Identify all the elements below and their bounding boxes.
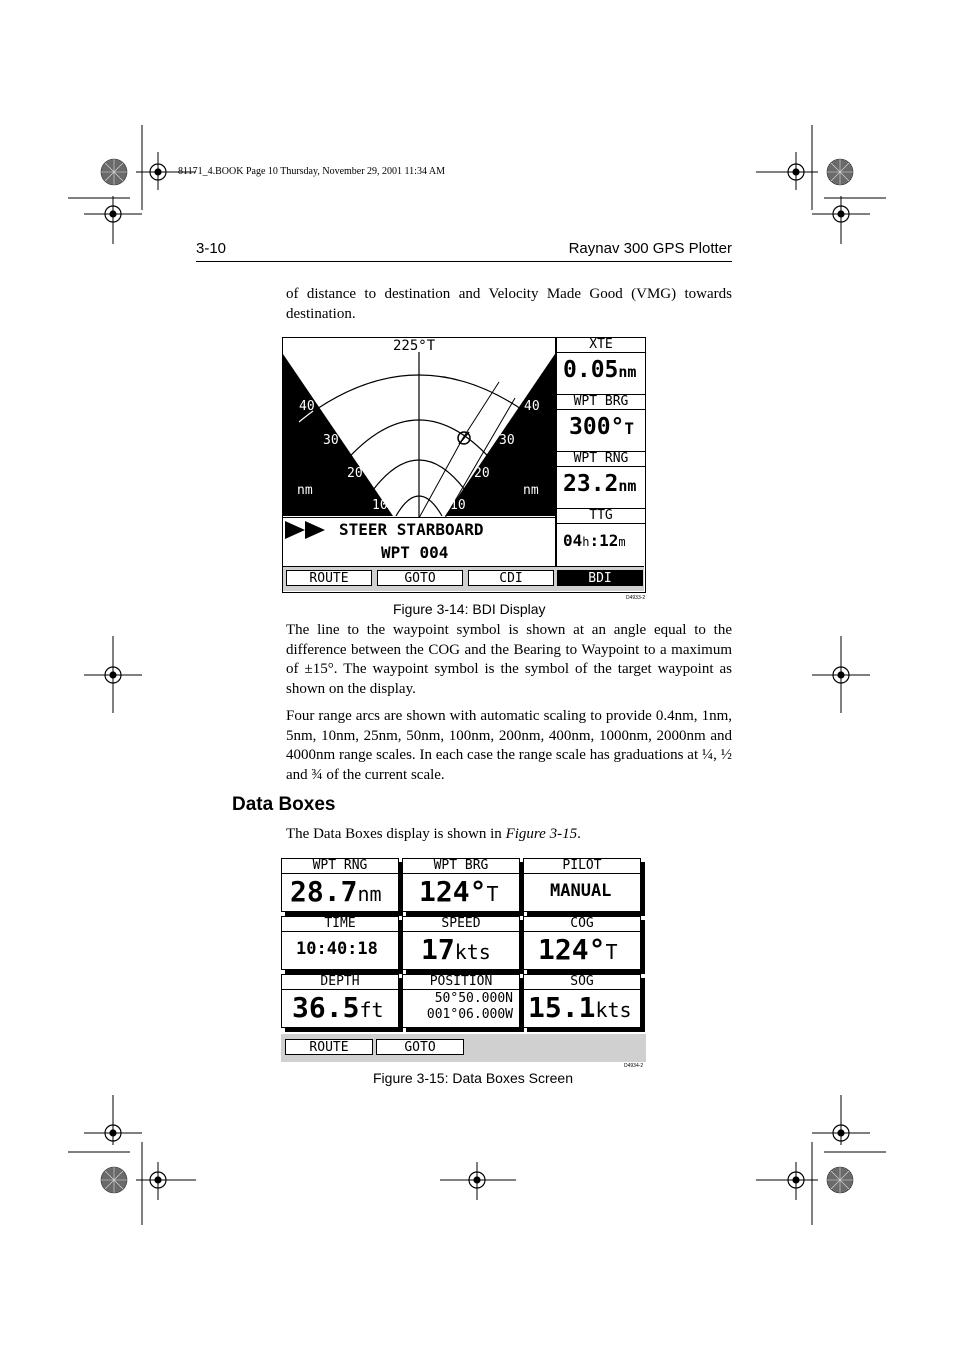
range-label-left-10: 10: [372, 498, 388, 513]
box-time-label: TIME: [282, 917, 398, 932]
box-position-label: POSITION: [403, 975, 519, 990]
xte-unit: nm: [618, 363, 637, 381]
range-label-right-40: 40: [524, 399, 540, 414]
box-pilot: [523, 858, 641, 912]
box-speed-value: 17: [421, 933, 455, 966]
paragraph-waypoint-line: The line to the waypoint symbol is shown at an angle equal to the difference between the COG and the Bearing to Waypoint to a maximum of ±15°. The waypoint symbol is the symbol of the target waypoint as shown on the display.: [286, 622, 732, 697]
wpt-rng-label: WPT RNG: [557, 452, 645, 467]
box-cog-value: 124°: [538, 933, 606, 966]
section-heading: Data Boxes: [232, 794, 336, 815]
bdi-heading: 225°T: [393, 338, 436, 354]
range-label-left-20: 20: [347, 466, 363, 481]
box-sog-unit: kts: [595, 998, 632, 1022]
box-depth-label: DEPTH: [282, 975, 398, 990]
bdi-radar: [283, 338, 555, 518]
wpt-brg-unit: T: [624, 419, 635, 438]
page-number: 3-10: [196, 240, 227, 257]
data-block-wpt-brg: [557, 394, 645, 451]
softkey-route-2[interactable]: ROUTE: [285, 1039, 373, 1055]
box-pilot-label: PILOT: [524, 859, 640, 874]
steer-box: [283, 517, 555, 566]
box-wpt-brg-unit: T: [486, 882, 499, 906]
ttg-hours-unit: h: [582, 535, 590, 549]
ttg-hours: 04: [563, 531, 583, 550]
box-time: [281, 916, 399, 970]
ttg-minutes-unit: m: [618, 535, 626, 549]
ttg-label: TTG: [557, 509, 645, 524]
data-block-wpt-rng: [557, 451, 645, 508]
box-cog: [523, 916, 641, 970]
intro-paragraph: of distance to destination and Velocity Made Good (VMG) towards destination.: [286, 286, 732, 322]
box-cog-label: COG: [524, 917, 640, 932]
bdi-display: [282, 337, 646, 593]
box-wpt-brg-value: 124°: [419, 875, 487, 908]
box-wpt-rng-value: 28.7: [290, 875, 358, 908]
print-info: 81171_4.BOOK Page 10 Thursday, November 29, 2001 11:34 AM: [178, 166, 446, 177]
data-block-xte: [557, 338, 645, 394]
figure1-caption: Figure 3-14: BDI Display: [393, 601, 546, 617]
book-title: Raynav 300 GPS Plotter: [568, 240, 732, 257]
box-speed-label: SPEED: [403, 917, 519, 932]
figure-reference: Figure 3-15: [505, 826, 578, 842]
waypoint-text: WPT 004: [381, 543, 449, 562]
data-boxes-softkey-bar: [281, 1034, 646, 1062]
box-position-lon: 001°06.000W: [426, 1007, 513, 1022]
box-depth-value: 36.5: [292, 991, 360, 1024]
figure1-code: D4933-2: [626, 595, 646, 601]
xte-label: XTE: [557, 338, 645, 353]
nm-label-left: nm: [297, 483, 313, 498]
para3-prefix: The Data Boxes display is shown in: [286, 826, 506, 842]
box-wpt-rng: [281, 858, 399, 912]
paragraph-range-arcs: Four range arcs are shown with automatic scaling to provide 0.4nm, 1nm, 5nm, 10nm, 25nm, 50nm, 100nm, 200nm, 400nm, 1000nm, 2000nm and 4000nm range scales. In each case the range scale has graduations at ¼, ½ and ¾ of the current scale.: [286, 708, 732, 783]
box-speed: [402, 916, 520, 970]
softkey-cdi[interactable]: CDI: [468, 570, 554, 586]
wpt-rng-unit: nm: [618, 477, 637, 495]
wpt-rng-value: 23.2: [563, 471, 619, 497]
box-time-value: 10:40:18: [296, 939, 378, 959]
paragraph-data-boxes: [286, 825, 732, 845]
double-arrow-icon: [285, 521, 327, 539]
box-position: [402, 974, 520, 1028]
box-depth: [281, 974, 399, 1028]
range-label-left-40: 40: [299, 399, 315, 414]
box-cog-unit: T: [605, 940, 618, 964]
data-boxes-screen: [281, 858, 646, 1063]
ttg-sep: :: [589, 531, 600, 550]
softkey-goto[interactable]: GOTO: [377, 570, 463, 586]
header-rule: [196, 261, 732, 262]
steer-text: STEER STARBOARD: [339, 520, 484, 539]
bdi-softkey-bar: [283, 566, 644, 591]
box-wpt-rng-unit: nm: [357, 882, 382, 906]
box-depth-unit: ft: [359, 998, 384, 1022]
data-column: [557, 338, 645, 567]
softkey-goto-2[interactable]: GOTO: [376, 1039, 464, 1055]
box-sog-label: SOG: [524, 975, 640, 990]
range-label-right-10: 10: [450, 498, 466, 513]
softkey-bdi[interactable]: BDI: [557, 570, 643, 586]
wpt-brg-value: 300°: [569, 414, 625, 440]
box-pilot-value: MANUAL: [550, 881, 612, 901]
box-sog: [523, 974, 641, 1028]
box-sog-value: 15.1: [528, 991, 596, 1024]
box-wpt-rng-label: WPT RNG: [282, 859, 398, 874]
ttg-minutes: 12: [599, 531, 619, 550]
range-label-right-30: 30: [499, 433, 515, 448]
box-position-lat: 50°50.000N: [434, 991, 513, 1006]
range-label-left-30: 30: [323, 433, 339, 448]
range-label-right-20: 20: [474, 466, 490, 481]
box-speed-unit: kts: [454, 940, 491, 964]
figure2-caption: Figure 3-15: Data Boxes Screen: [373, 1070, 573, 1086]
xte-value: 0.05: [563, 357, 619, 383]
box-wpt-brg: [402, 858, 520, 912]
wpt-brg-label: WPT BRG: [557, 395, 645, 410]
para3-suffix: .: [577, 826, 581, 842]
nm-label-right: nm: [523, 483, 539, 498]
data-block-ttg: [557, 508, 645, 567]
figure2-code: D4934-2: [624, 1063, 644, 1069]
softkey-route[interactable]: ROUTE: [286, 570, 372, 586]
box-wpt-brg-label: WPT BRG: [403, 859, 519, 874]
